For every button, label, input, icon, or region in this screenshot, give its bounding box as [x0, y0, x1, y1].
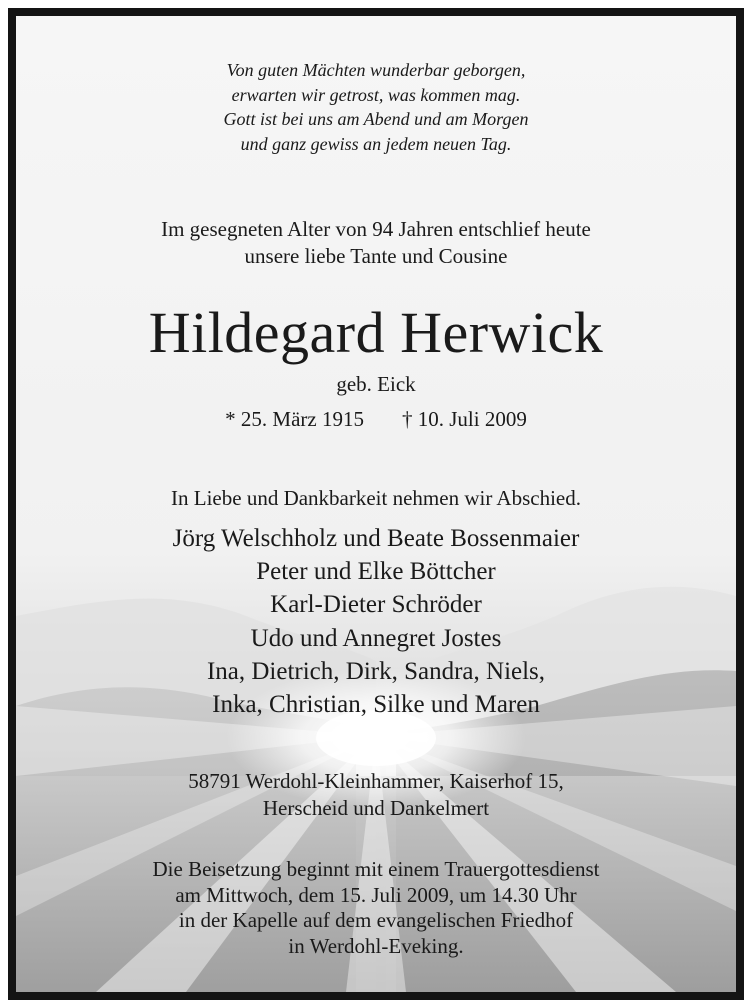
- poem-line: Gott ist bei uns am Abend und am Morgen: [223, 109, 529, 129]
- poem-line: und ganz gewiss an jedem neuen Tag.: [240, 133, 512, 154]
- mourners-list: [16, 522, 736, 721]
- intro-text: [16, 216, 736, 270]
- farewell-text: In Liebe und Dankbarkeit nehmen wir Abschied.: [171, 486, 581, 510]
- deceased-name: Hildegard Herwick: [148, 300, 604, 365]
- mourner-line: Ina, Dietrich, Dirk, Sandra, Niels,: [206, 657, 546, 685]
- address-line: 58791 Werdohl-Kleinhammer, Kaiserhof 15,: [188, 769, 564, 793]
- maiden-name: geb. Eick: [336, 372, 416, 396]
- mourner-line: Jörg Welschholz und Beate Bossenmaier: [172, 525, 580, 552]
- mourner-line: Inka, Christian, Silke und Maren: [212, 691, 540, 719]
- life-dates: [16, 406, 736, 432]
- funeral-notice: [16, 857, 736, 959]
- mourner-line: Karl-Dieter Schröder: [270, 591, 482, 619]
- mourner-line: Peter und Elke Böttcher: [256, 558, 496, 586]
- funeral-line: am Mittwoch, dem 15. Juli 2009, um 14.30 Uhr: [175, 882, 577, 907]
- poem-line: erwarten wir getrost, was kommen mag.: [231, 84, 521, 105]
- intro-line: unsere liebe Tante und Cousine: [244, 244, 508, 268]
- funeral-line: in Werdohl-Eveking.: [288, 933, 464, 958]
- address-block: [16, 768, 736, 822]
- funeral-line: in der Kapelle auf dem evangelischen Friedhof: [178, 908, 574, 932]
- obituary-frame: [8, 8, 744, 1000]
- address-line: Herscheid und Dankelmert: [262, 796, 490, 820]
- birth-date: * 25. März 1915: [225, 407, 364, 431]
- death-date: † 10. Juli 2009: [401, 407, 527, 431]
- mourner-line: Udo und Annegret Jostes: [250, 624, 502, 652]
- poem-line: Von guten Mächten wunderbar geborgen,: [226, 60, 526, 80]
- funeral-line: Die Beisetzung beginnt mit einem Trauergottesdienst: [152, 857, 600, 881]
- poem-verse: [16, 58, 736, 156]
- intro-line: Im gesegneten Alter von 94 Jahren entschlief heute: [161, 217, 591, 241]
